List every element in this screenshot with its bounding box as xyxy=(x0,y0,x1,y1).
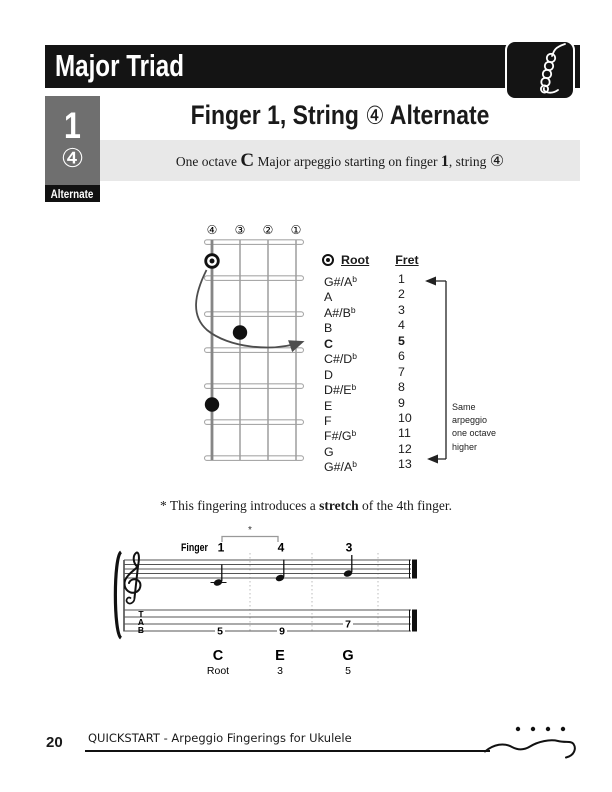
table-row: A 2 xyxy=(324,287,405,305)
table-row: $C\#/D^b$ 6 xyxy=(324,349,405,367)
finger-dot-g xyxy=(233,325,247,339)
note-name-e: E xyxy=(275,648,285,664)
lesson-string-circle: ④ xyxy=(60,144,85,174)
fret-wires xyxy=(205,240,304,461)
table-row: $A\#/B^b$ 3 xyxy=(324,302,405,320)
notation-system xyxy=(105,518,435,680)
degree-3: 3 xyxy=(277,665,283,677)
root-symbol-icon xyxy=(322,254,334,266)
stretch-note: * This fingering introduces a stretch of the 4th finger. xyxy=(160,498,452,513)
lesson-number: 1 xyxy=(64,105,81,146)
octave-bracket xyxy=(418,274,452,466)
subtitle-bar: One octave C Major arpeggio starting on finger 1, string ④ xyxy=(100,140,580,181)
stretch-bracket xyxy=(222,537,278,543)
treble-staff xyxy=(124,560,411,578)
note-name-g: G xyxy=(342,648,354,664)
table-row: G 12 xyxy=(324,441,412,459)
string-label-4: ④ xyxy=(206,223,218,237)
ukulele-body-outline xyxy=(485,740,575,757)
stretch-asterisk: * xyxy=(248,525,252,536)
variant-badge: Alternate xyxy=(45,185,100,202)
string-label-2: ② xyxy=(262,223,274,237)
degree-root: Root xyxy=(206,665,230,677)
finger-label: Finger xyxy=(181,542,209,554)
fret-table xyxy=(322,253,419,473)
table-row: $G\#/A^b$ 13 xyxy=(324,457,412,475)
tab-fret-9: 9 xyxy=(279,625,285,638)
tab-letter-t: T xyxy=(138,609,144,619)
tab-fret-7: 7 xyxy=(345,618,351,631)
lesson-box xyxy=(45,96,100,185)
footer-book-title: QUICKSTART - Arpeggio Fingerings for Ukulele xyxy=(88,731,352,745)
footer-rule xyxy=(85,750,490,752)
tab-letter-b: B xyxy=(137,625,145,635)
table-row: $D\#/E^b$ 8 xyxy=(324,380,405,398)
note-name-c: C xyxy=(212,648,224,664)
finger-1: 1 xyxy=(217,540,225,555)
fretboard-diagram xyxy=(190,216,325,480)
header-bar xyxy=(45,45,580,88)
finger-3: 3 xyxy=(345,540,353,555)
page-number: 20 xyxy=(46,734,63,751)
tab-letter-a: A xyxy=(137,617,145,627)
ukulele-sketch xyxy=(480,715,585,765)
root-marker xyxy=(206,255,219,268)
table-row: $G\#/A^b$ 1 xyxy=(324,272,405,289)
table-row: D 7 xyxy=(324,364,405,382)
degree-5: 5 xyxy=(345,665,351,677)
string-label-3: ③ xyxy=(234,223,246,237)
string-circle: ④ xyxy=(489,151,505,170)
final-barline xyxy=(410,560,418,632)
finger-4: 4 xyxy=(277,540,285,555)
table-row-root: C 5 xyxy=(324,333,405,351)
finger-dot-e xyxy=(205,397,219,411)
string-label-1: ① xyxy=(290,223,302,237)
table-row: F 10 xyxy=(324,410,412,428)
system-brace xyxy=(115,552,121,638)
page-title: Major Triad xyxy=(55,48,184,83)
string-circle: ④ xyxy=(365,101,385,130)
finger-number: 1 xyxy=(440,153,449,170)
octave-note: Same arpeggio one octave higher xyxy=(452,402,497,452)
table-row: $F\#/G^b$ 11 xyxy=(324,426,411,444)
table-row: E 9 xyxy=(324,395,405,413)
headstock-icon-art xyxy=(507,42,572,97)
tab-staff xyxy=(124,610,411,631)
ukulele-peg-dots xyxy=(516,727,565,731)
tab-fret-5: 5 xyxy=(217,625,223,638)
fret-table-header: Root Fret xyxy=(322,253,419,267)
headstock-icon xyxy=(505,40,575,100)
section-heading: Finger 1, String ④ Alternate xyxy=(190,100,490,130)
key-note: C xyxy=(240,150,255,171)
tab-numbers xyxy=(215,619,353,638)
table-row: B 4 xyxy=(324,318,405,336)
fret-table-rows xyxy=(322,272,419,473)
